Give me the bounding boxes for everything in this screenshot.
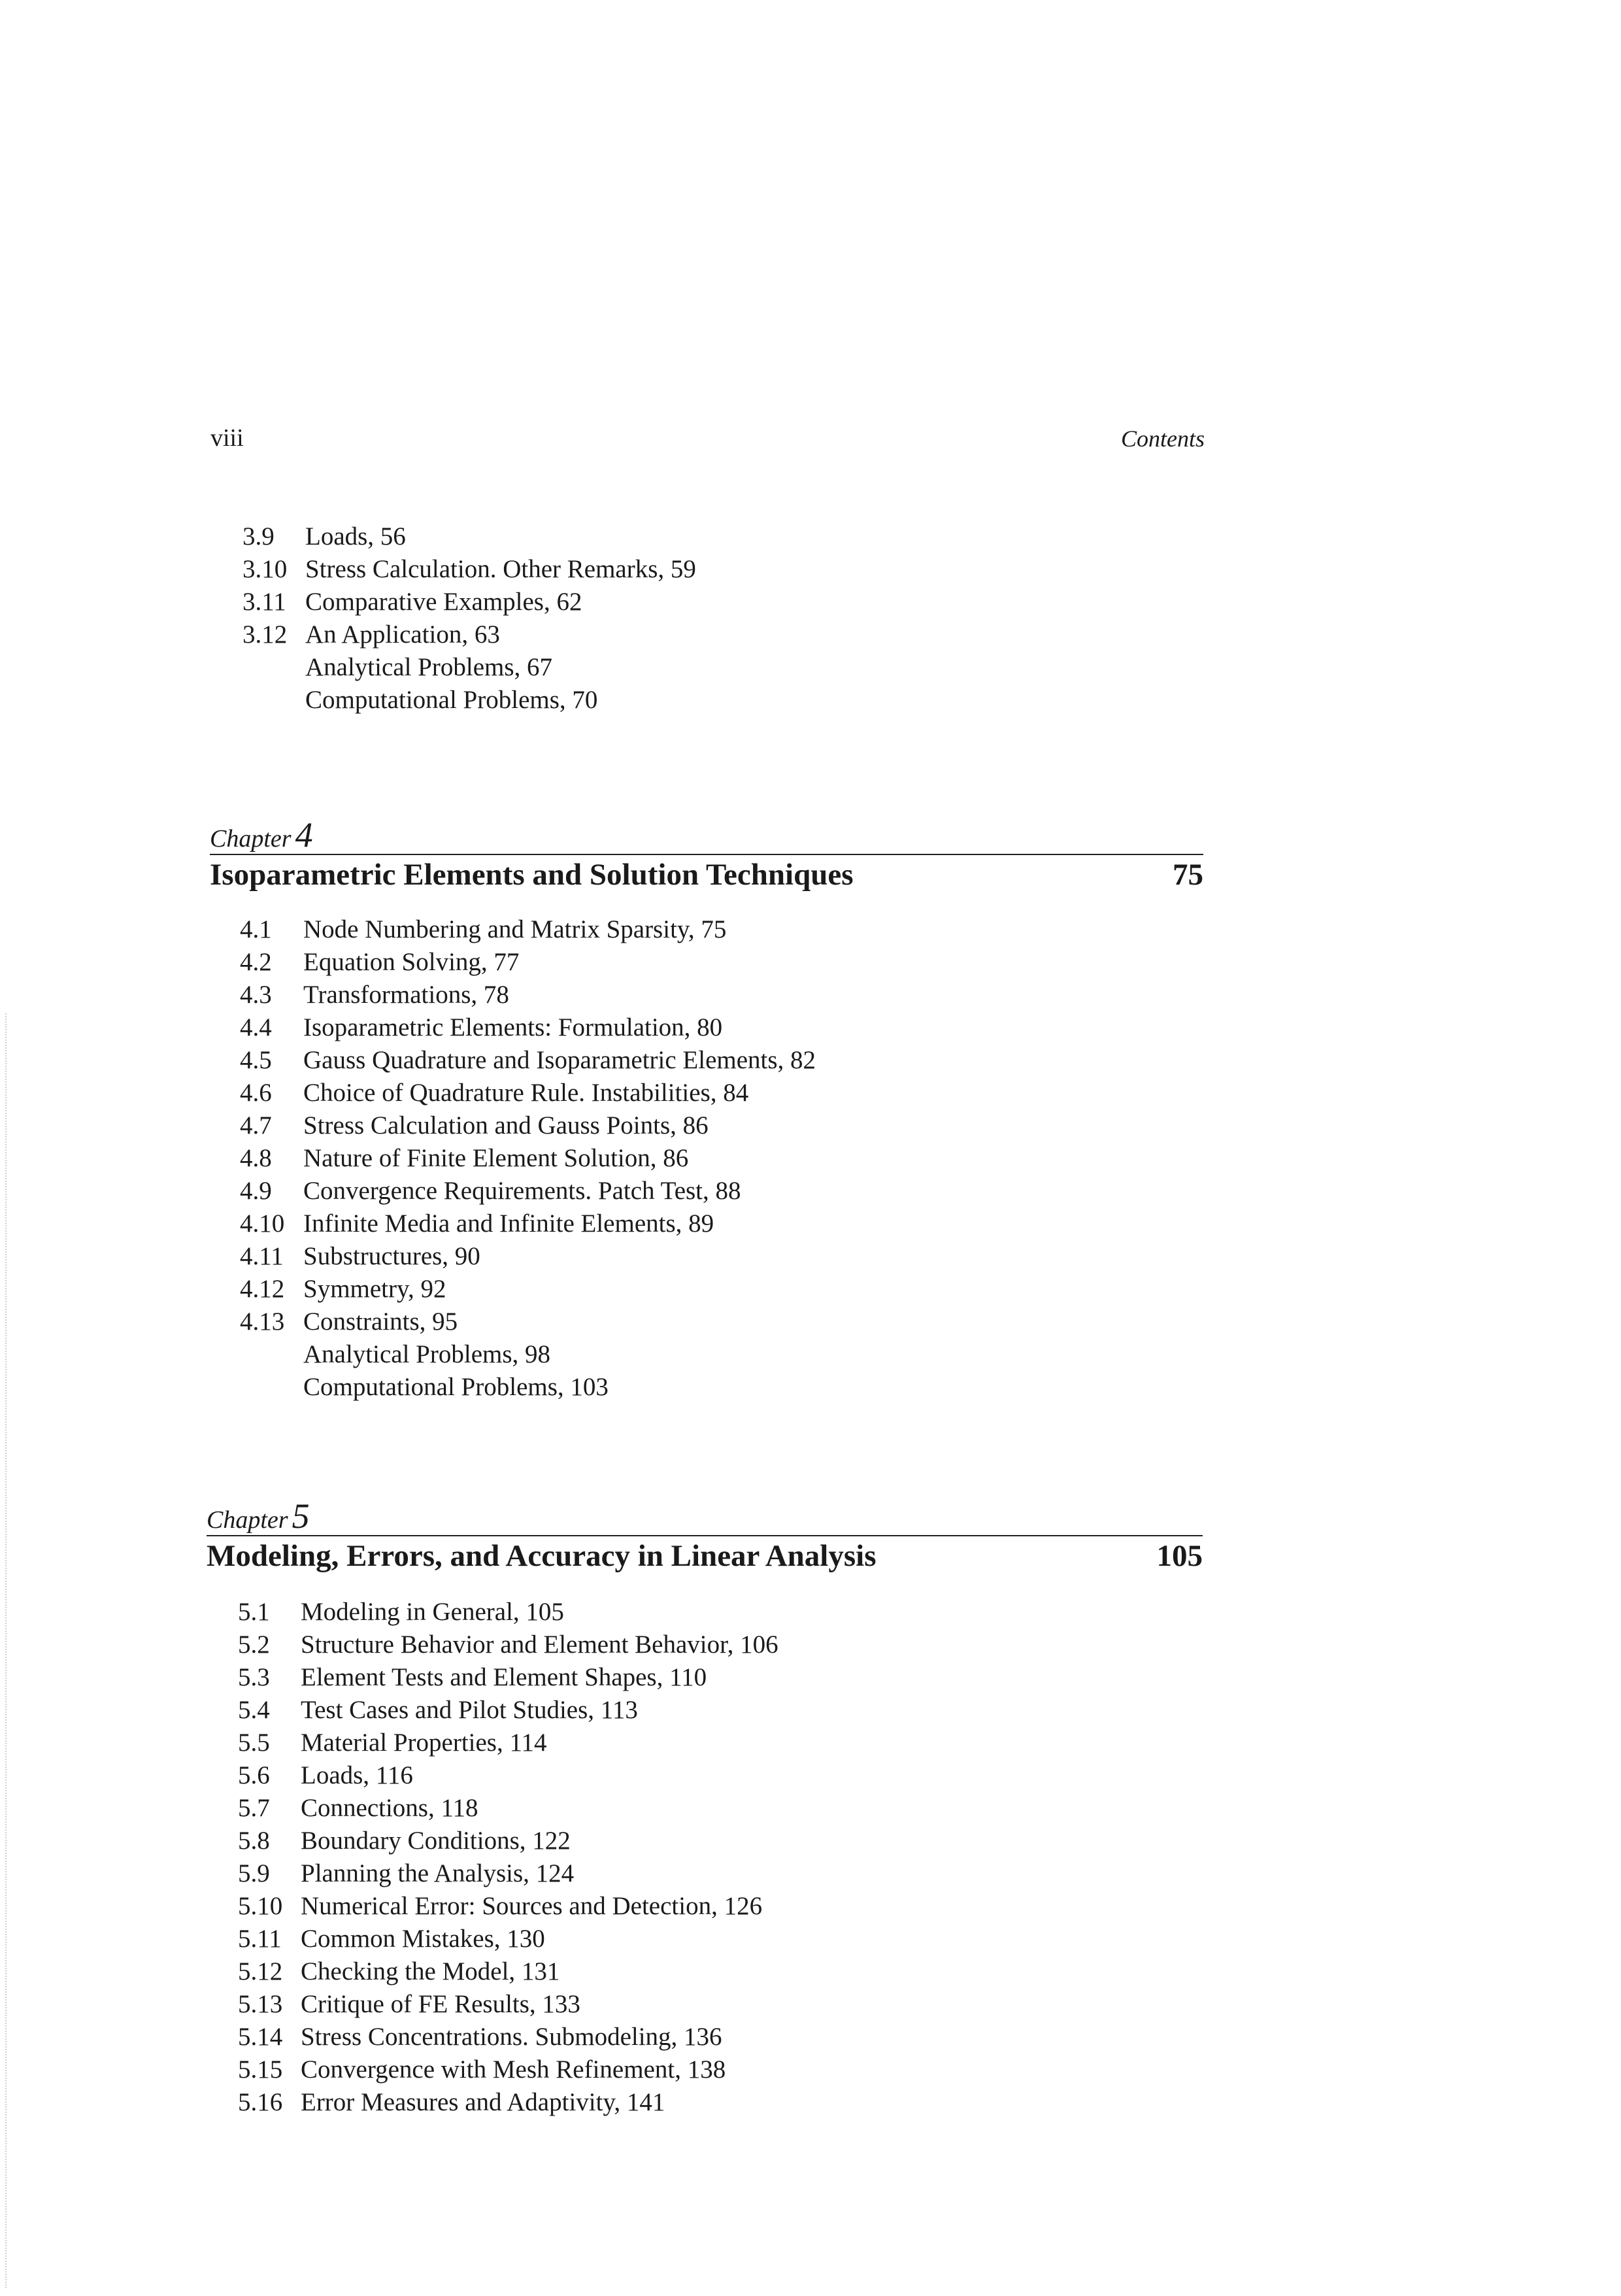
section-title: Equation Solving, 77 bbox=[303, 948, 520, 976]
section-number: 5.12 bbox=[238, 1957, 283, 1985]
section-number: 4.9 bbox=[240, 1177, 272, 1205]
section-title: Material Properties, 114 bbox=[301, 1729, 547, 1757]
section-number: 4.13 bbox=[240, 1308, 285, 1336]
section-title: Planning the Analysis, 124 bbox=[301, 1859, 575, 1887]
chapter-page-number: 75 bbox=[1173, 858, 1203, 892]
section-title: Checking the Model, 131 bbox=[301, 1957, 560, 1985]
chapter-4-heading bbox=[210, 816, 1203, 894]
section-title: Structure Behavior and Element Behavior, 106 bbox=[301, 1630, 778, 1659]
section-number: 4.7 bbox=[240, 1111, 272, 1140]
chapter-title-row bbox=[210, 855, 1203, 894]
section-number: 5.14 bbox=[238, 2023, 283, 2051]
section-number: 5.7 bbox=[238, 1794, 270, 1822]
section-title: Choice of Quadrature Rule. Instabilities, 84 bbox=[303, 1079, 749, 1107]
chapter-title: Isoparametric Elements and Solution Techniques bbox=[210, 858, 854, 892]
section-number: 3.10 bbox=[242, 555, 288, 583]
section-title: Critique of FE Results, 133 bbox=[301, 1990, 580, 2018]
section-number: 4.12 bbox=[240, 1275, 285, 1303]
section-number: 4.10 bbox=[240, 1209, 285, 1238]
section-title: Node Numbering and Matrix Sparsity, 75 bbox=[303, 915, 727, 943]
section-title: Constraints, 95 bbox=[303, 1308, 458, 1336]
chapter-number: 4 bbox=[295, 815, 313, 854]
section-number: 5.15 bbox=[238, 2055, 283, 2084]
chapter-number: 5 bbox=[292, 1496, 310, 1536]
section-title: Error Measures and Adaptivity, 141 bbox=[301, 2088, 665, 2116]
chapter-label bbox=[207, 1497, 1203, 1535]
section-title: Boundary Conditions, 122 bbox=[301, 1827, 571, 1855]
chapter-title: Modeling, Errors, and Accuracy in Linear Analysis bbox=[207, 1539, 877, 1573]
section-title: Infinite Media and Infinite Elements, 89 bbox=[303, 1209, 714, 1238]
section-title: Transformations, 78 bbox=[303, 981, 509, 1009]
section-title: Convergence Requirements. Patch Test, 88 bbox=[303, 1177, 741, 1205]
section-number: 4.5 bbox=[240, 1046, 272, 1074]
section-title: Element Tests and Element Shapes, 110 bbox=[301, 1663, 707, 1691]
chapter-page-number: 105 bbox=[1156, 1539, 1203, 1573]
section-title: Substructures, 90 bbox=[303, 1242, 480, 1270]
section-title: Analytical Problems, 98 bbox=[303, 1340, 551, 1368]
section-title: Stress Concentrations. Submodeling, 136 bbox=[301, 2023, 722, 2051]
section-number: 4.6 bbox=[240, 1079, 272, 1107]
section-title: Nature of Finite Element Solution, 86 bbox=[303, 1144, 689, 1172]
section-number: 4.4 bbox=[240, 1013, 272, 1041]
section-number: 4.11 bbox=[240, 1242, 284, 1270]
section-title: Gauss Quadrature and Isoparametric Elements, 82 bbox=[303, 1046, 816, 1074]
chapter-label-text: Chapter bbox=[210, 825, 292, 853]
section-title: Stress Calculation and Gauss Points, 86 bbox=[303, 1111, 709, 1140]
section-number: 5.4 bbox=[238, 1696, 270, 1724]
section-title: An Application, 63 bbox=[305, 620, 500, 649]
section-number: 4.8 bbox=[240, 1144, 272, 1172]
section-title: Connections, 118 bbox=[301, 1794, 478, 1822]
section-number: 5.16 bbox=[238, 2088, 283, 2116]
section-title: Isoparametric Elements: Formulation, 80 bbox=[303, 1013, 723, 1041]
section-title: Numerical Error: Sources and Detection, 126 bbox=[301, 1892, 763, 1920]
scan-margin-artifact bbox=[5, 1013, 7, 2288]
section-title: Convergence with Mesh Refinement, 138 bbox=[301, 2055, 726, 2084]
section-number: 4.3 bbox=[240, 981, 272, 1009]
section-number: 3.12 bbox=[242, 620, 288, 649]
section-number: 5.8 bbox=[238, 1827, 270, 1855]
section-title: Comparative Examples, 62 bbox=[305, 588, 582, 616]
section-title: Symmetry, 92 bbox=[303, 1275, 446, 1303]
section-title: Loads, 56 bbox=[305, 522, 406, 550]
section-title: Analytical Problems, 67 bbox=[305, 653, 553, 681]
section-number: 5.9 bbox=[238, 1859, 270, 1887]
section-number: 4.1 bbox=[240, 915, 272, 943]
chapter-title-row bbox=[207, 1536, 1203, 1576]
page-number: viii bbox=[210, 424, 244, 452]
section-title: Stress Calculation. Other Remarks, 59 bbox=[305, 555, 696, 583]
section-number: 3.9 bbox=[242, 522, 275, 550]
section-number: 5.5 bbox=[238, 1729, 270, 1757]
section-number: 3.11 bbox=[242, 588, 286, 616]
section-number: 5.6 bbox=[238, 1761, 270, 1789]
section-number: 5.3 bbox=[238, 1663, 270, 1691]
section-number: 5.11 bbox=[238, 1925, 282, 1953]
chapter-label-text: Chapter bbox=[207, 1506, 288, 1534]
section-title: Computational Problems, 103 bbox=[303, 1373, 609, 1401]
section-number: 5.13 bbox=[238, 1990, 283, 2018]
chapter-label bbox=[210, 816, 1203, 854]
section-title: Computational Problems, 70 bbox=[305, 686, 598, 714]
section-number: 5.10 bbox=[238, 1892, 283, 1920]
section-title: Common Mistakes, 130 bbox=[301, 1925, 545, 1953]
section-number: 5.2 bbox=[238, 1630, 270, 1659]
section-number: 4.2 bbox=[240, 948, 272, 976]
section-title: Test Cases and Pilot Studies, 113 bbox=[301, 1696, 638, 1724]
section-title: Loads, 116 bbox=[301, 1761, 413, 1789]
section-number: 5.1 bbox=[238, 1598, 270, 1626]
section-title: Modeling in General, 105 bbox=[301, 1598, 564, 1626]
chapter-5-heading bbox=[207, 1497, 1203, 1576]
running-head: Contents bbox=[1120, 426, 1205, 452]
